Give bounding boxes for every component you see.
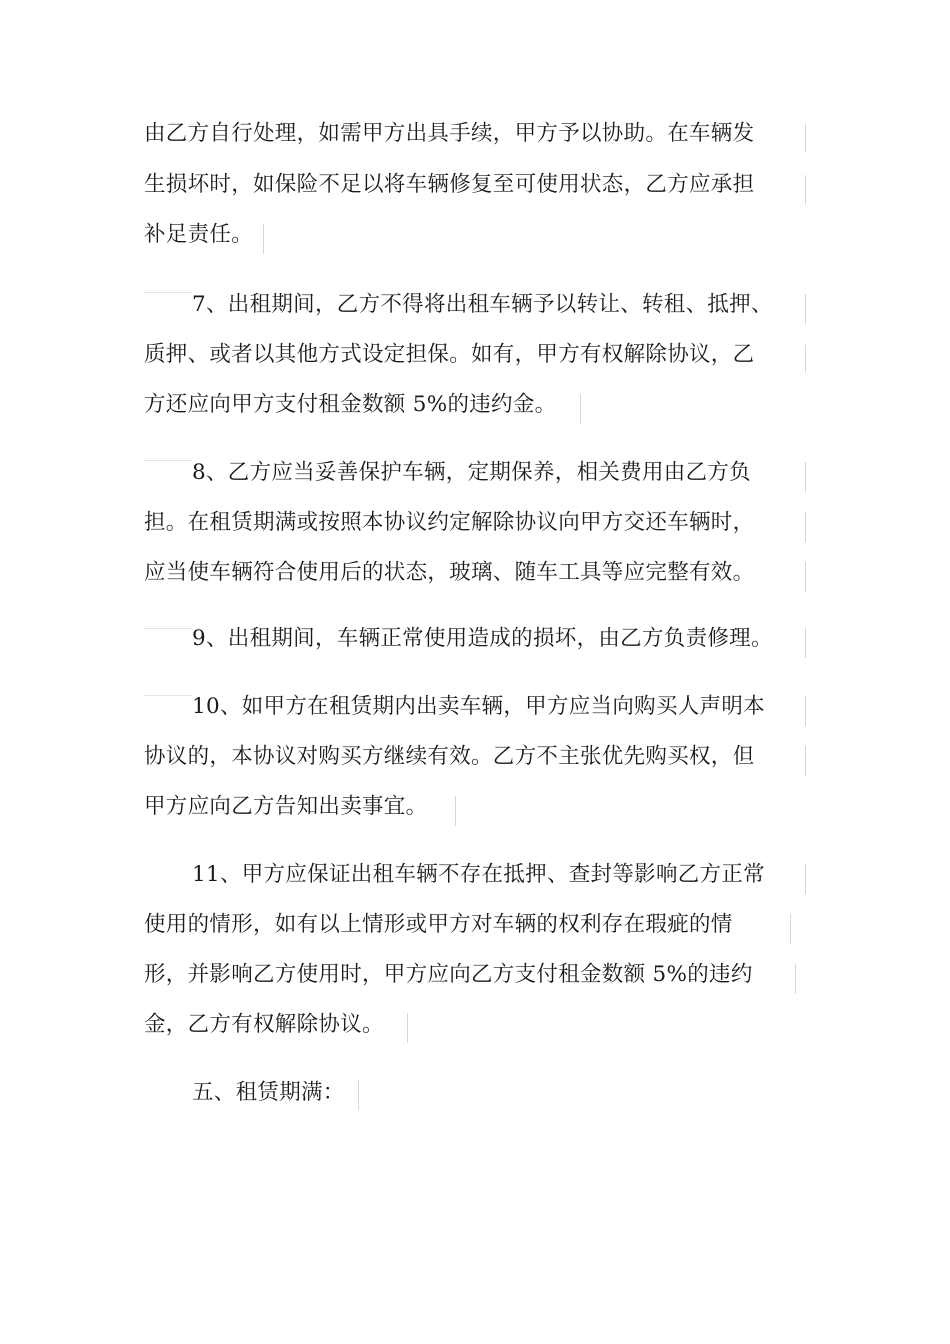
line-edge <box>805 696 806 726</box>
text-line: 补足责任。 <box>144 222 254 247</box>
line-edge <box>455 796 456 826</box>
text-line: 应当使车辆符合使用后的状态，玻璃、随车工具等应完整有效。 <box>144 560 755 585</box>
text-line: 9、出租期间，车辆正常使用造成的损坏，由乙方负责修理。 <box>192 626 773 651</box>
text-line: 8、乙方应当妥善保护车辆，定期保养，相关费用由乙方负 <box>192 460 751 485</box>
line-edge <box>790 914 791 944</box>
text-line: 生损坏时，如保险不足以将车辆修复至可使用状态，乙方应承担 <box>144 172 755 197</box>
line-edge <box>263 224 264 254</box>
text-line: 协议的，本协议对购买方继续有效。乙方不主张优先购买权，但 <box>144 744 755 769</box>
indent-mark <box>144 695 192 696</box>
text-line: 甲方应向乙方告知出卖事宜。 <box>144 794 428 819</box>
line-edge <box>805 175 806 205</box>
line-edge <box>805 562 806 592</box>
text-line: 金，乙方有权解除协议。 <box>144 1012 384 1037</box>
text-line: 担。在租赁期满或按照本协议约定解除协议向甲方交还车辆时， <box>144 510 755 535</box>
indent-mark <box>144 292 192 293</box>
line-edge <box>805 462 806 492</box>
indent-mark <box>144 460 192 461</box>
section-heading: 五、租赁期满： <box>192 1080 345 1105</box>
line-edge <box>805 628 806 658</box>
indent-mark <box>144 628 192 629</box>
line-edge <box>805 345 806 373</box>
line-edge <box>805 294 806 324</box>
text-line: 11、甲方应保证出租车辆不存在抵押、查封等影响乙方正常 <box>192 862 765 887</box>
text-line: 10、如甲方在租赁期内出卖车辆，甲方应当向购买人声明本 <box>192 694 765 719</box>
line-edge <box>407 1013 408 1043</box>
line-edge <box>805 864 806 894</box>
text-line: 形，并影响乙方使用时，甲方应向乙方支付租金数额 5%的违约 <box>144 962 753 987</box>
text-line: 由乙方自行处理，如需甲方出具手续，甲方予以协助。在车辆发 <box>144 121 755 146</box>
line-edge <box>795 964 796 994</box>
line-edge <box>580 394 581 424</box>
text-line: 7、出租期间，乙方不得将出租车辆予以转让、转租、抵押、 <box>192 292 773 317</box>
line-edge <box>358 1080 359 1110</box>
text-line: 方还应向甲方支付租金数额 5%的违约金。 <box>144 392 557 417</box>
text-line: 质押、或者以其他方式设定担保。如有，甲方有权解除协议，乙 <box>144 342 755 367</box>
line-edge <box>805 124 806 152</box>
line-edge <box>805 512 806 542</box>
line-edge <box>805 746 806 776</box>
text-line: 使用的情形，如有以上情形或甲方对车辆的权利存在瑕疵的情 <box>144 912 733 937</box>
